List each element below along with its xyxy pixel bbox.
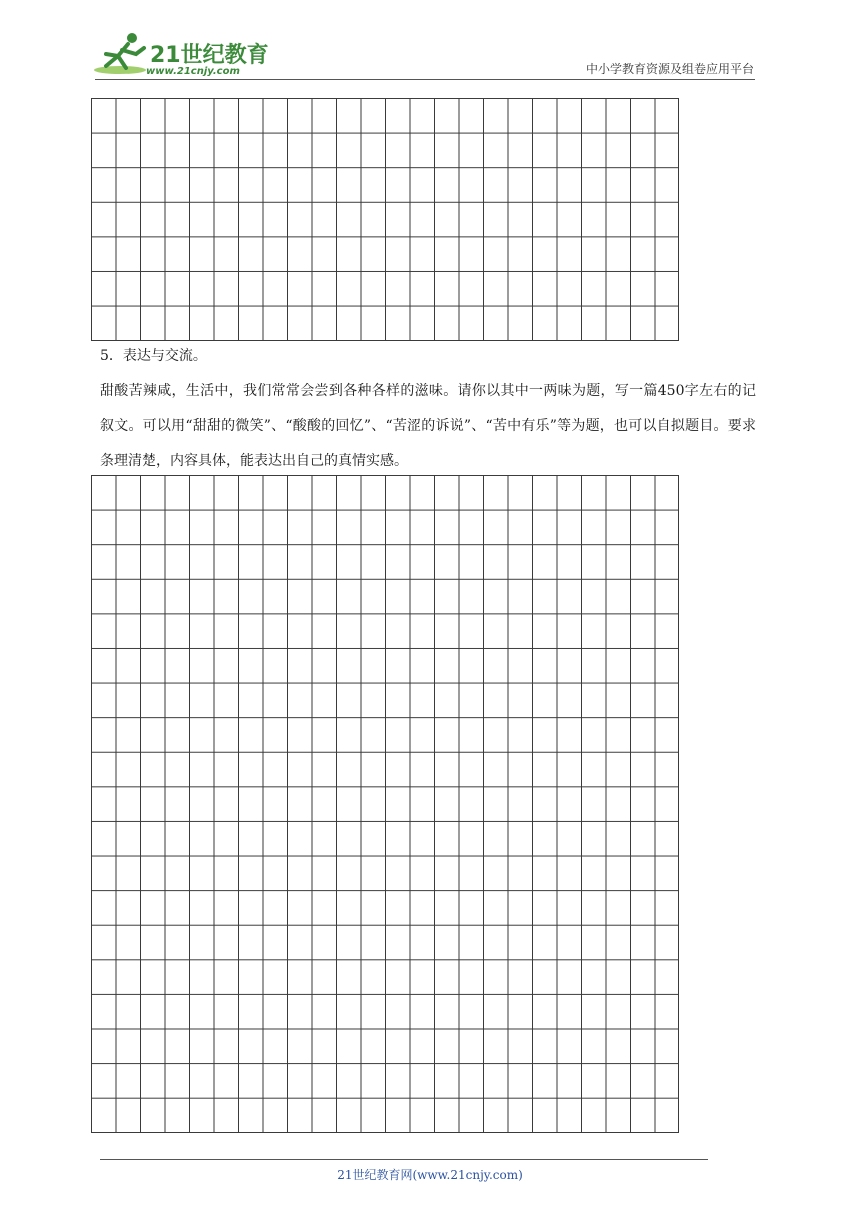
logo-url: www.21cnjy.com	[146, 66, 240, 77]
writing-grid-top[interactable]	[91, 98, 679, 341]
footer-divider	[100, 1159, 708, 1160]
platform-caption: 中小学教育资源及组卷应用平台	[585, 62, 754, 76]
page-header	[0, 0, 860, 82]
logo-text: 21世纪教育	[150, 43, 269, 68]
header-divider	[95, 79, 755, 80]
question-prompt: 甜酸苦辣咸，生活中，我们常常会尝到各种各样的滋味。请你以其中一两味为题，写一篇450字左右的记叙文。可以用“甜甜的微笑”、“酸酸的回忆”、“苦涩的诉说”、“苦中有乐”等为题，也可以自拟题目。要求条理清楚，内容具体，能表达出自己的真情实感。	[100, 383, 756, 469]
question-title: 5．表达与交流。	[100, 348, 207, 364]
footer-source[interactable]: 21世纪教育网(www.21cnjy.com)	[337, 1168, 523, 1182]
writing-grid-essay[interactable]	[91, 475, 679, 1133]
